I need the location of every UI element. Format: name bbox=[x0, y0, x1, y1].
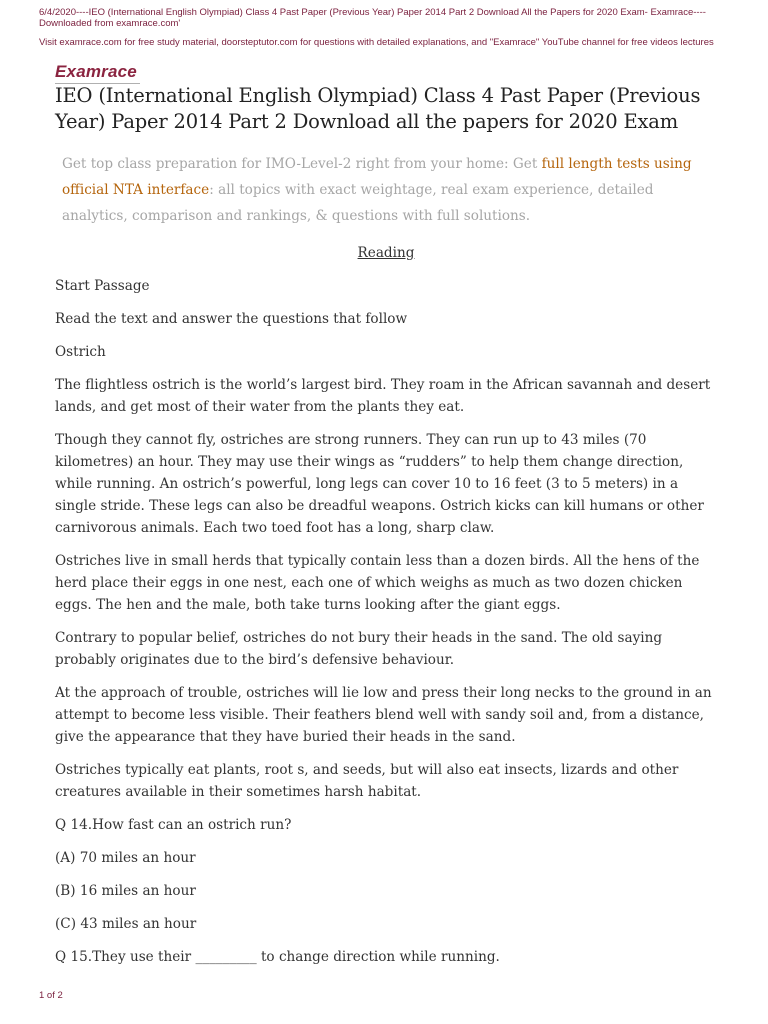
paragraph: Ostriches live in small herds that typically contain less than a dozen birds. All the hens of the herd place their eggs in one nest, each one of which weighs as much as two dozen chicken eggs. The hen and the male, both take turns looking after the giant eggs. bbox=[55, 553, 700, 613]
answer-option: (B) 16 miles an hour bbox=[55, 883, 196, 899]
print-header-visit-note: Visit examrace.com for free study material, doorsteptutor.com for questions with detailed explanations, and "Examrace" YouTube channel for free videos lectures bbox=[39, 37, 714, 48]
paragraph: Ostriches typically eat plants, root s, and seeds, but will also eat insects, lizards and other creatures available in their sometimes harsh habitat. bbox=[55, 762, 679, 800]
promo-text-before: Get top class preparation for IMO-Level-2 right from your home: Get bbox=[62, 156, 542, 172]
promo-text-after: : all topics with exact weightage, real exam experience, detailed analytics, comparison and rankings, & questions with full solutions. bbox=[62, 182, 654, 224]
page-title: IEO (International English Olympiad) Class 4 Past Paper (Previous Year) Paper 2014 Part 2 Download all the papers for 2020 Exam bbox=[55, 84, 701, 133]
paragraph: Read the text and answer the questions that follow bbox=[55, 311, 408, 327]
question: Q 14.How fast can an ostrich run? bbox=[55, 817, 292, 833]
examrace-logo[interactable]: Examrace bbox=[55, 62, 140, 84]
promo-box bbox=[62, 151, 702, 229]
answer-option: (A) 70 miles an hour bbox=[55, 850, 196, 866]
paragraph: Though they cannot fly, ostriches are strong runners. They can run up to 43 miles (70 kilometres) an hour. They may use their wings as “rudders” to help them change direction, while running. An ostrich’s powerful, long legs can cover 10 to 16 feet (3 to 5 meters) in a single stride. These legs can also be dreadful weapons. Ostrich kicks can kill humans or other carnivorous animals. Each two toed foot has a long, sharp claw. bbox=[55, 432, 704, 536]
question: Q 15.They use their _________ to change direction while running. bbox=[55, 949, 500, 965]
section-title-reading: Reading bbox=[357, 245, 415, 261]
paragraph: Start Passage bbox=[55, 278, 150, 294]
answer-option: (C) 43 miles an hour bbox=[55, 916, 197, 932]
paragraph: At the approach of trouble, ostriches will lie low and press their long necks to the ground in an attempt to become less visible. Their feathers blend well with sandy soil and, from a distance, give the appearance that they have buried their heads in the sand. bbox=[55, 685, 712, 745]
article-content bbox=[55, 242, 715, 979]
page-indicator: 1 of 2 bbox=[39, 990, 63, 1001]
paragraph: Contrary to popular belief, ostriches do not bury their heads in the sand. The old saying probably originates due to the bird’s defensive behaviour. bbox=[55, 630, 663, 668]
promo-link[interactable]: full length tests using official NTA interface bbox=[62, 156, 692, 198]
paragraph: The flightless ostrich is the world’s largest bird. They roam in the African savannah and desert lands, and get most of their water from the plants they eat. bbox=[55, 377, 711, 415]
print-header-title: 6/4/2020----IEO (International English Olympiad) Class 4 Past Paper (Previous Year) Paper 2014 Part 2 Download All the Papers for 2020 Exam- Examrace----Downloaded from examrace.com' bbox=[39, 7, 706, 29]
paragraph: Ostrich bbox=[55, 344, 106, 360]
